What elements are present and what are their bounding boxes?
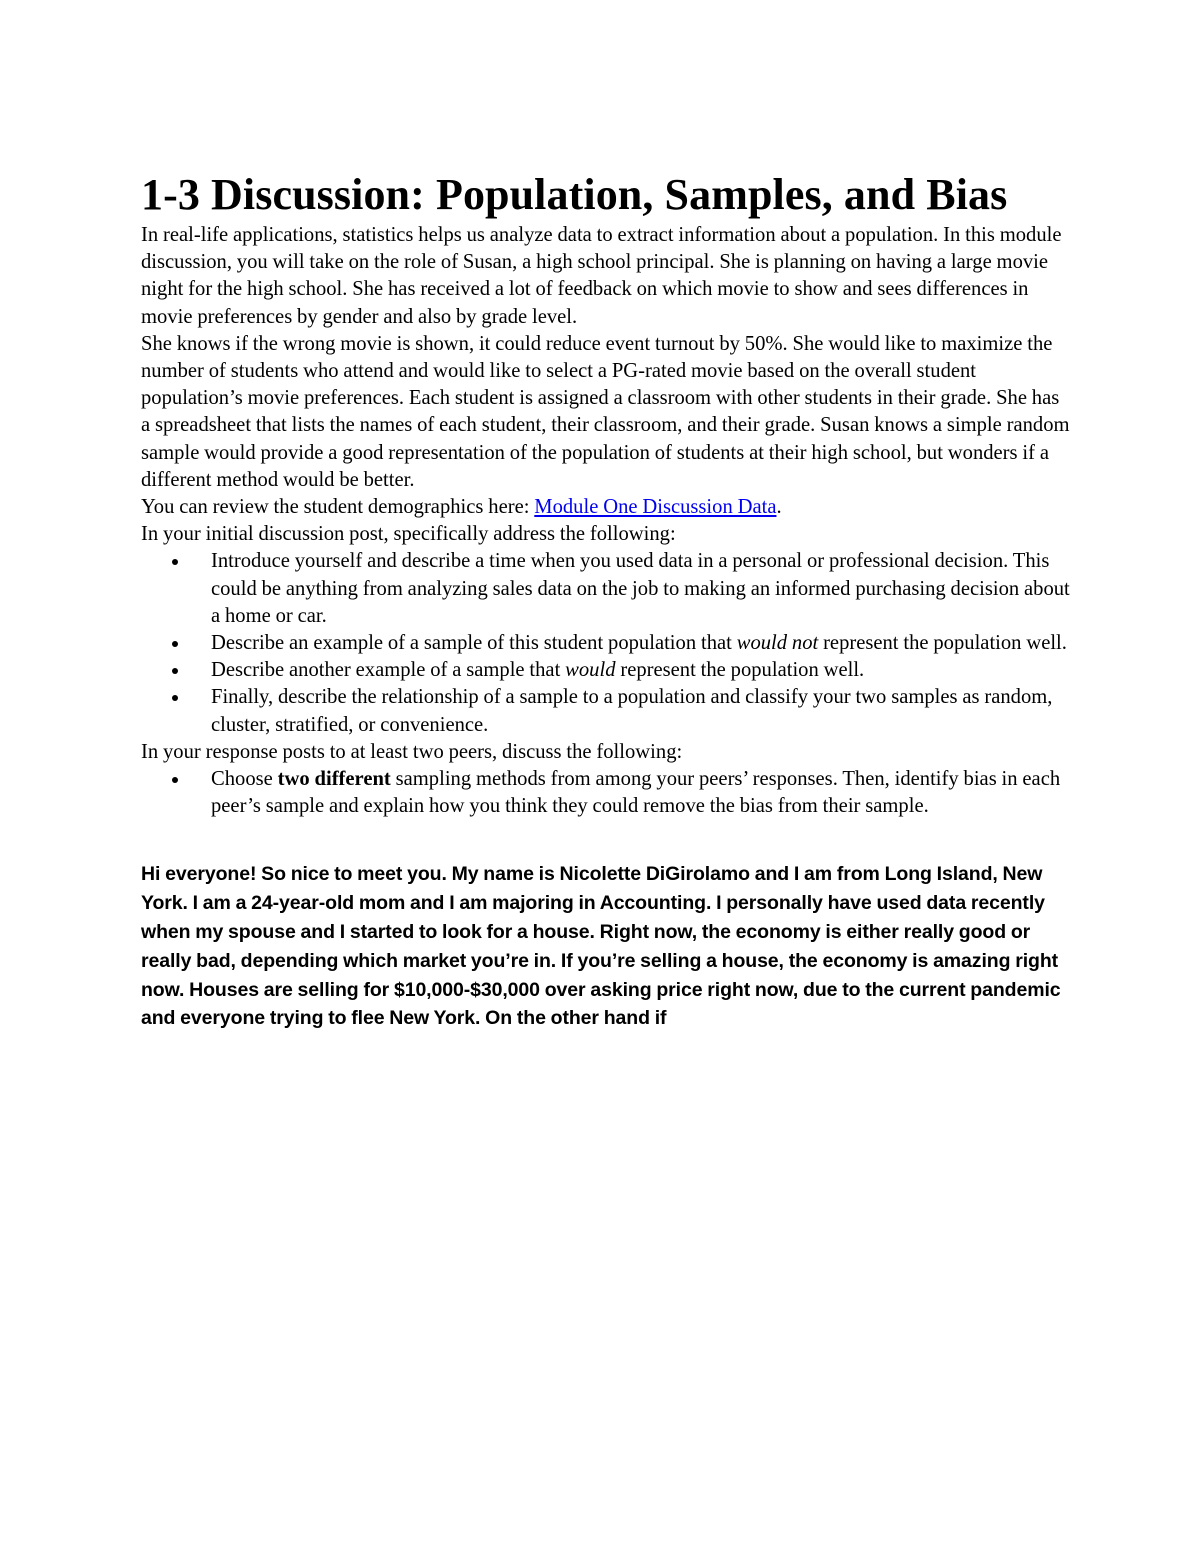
list-item	[141, 766, 1071, 820]
list-item-text-end: sampling methods from among your peers’ responses. Then, identify bias in each peer’s sample and explain how you think they could remove the bias from their sample.	[211, 768, 1061, 818]
bullet-icon	[172, 777, 178, 783]
list-item-text: Describe an example of a sample of this student population that	[211, 632, 737, 655]
module-data-link[interactable]: Module One Discussion Data	[534, 496, 777, 519]
document-body	[141, 168, 1071, 1033]
list-item-emphasis: would	[565, 659, 616, 682]
intro-paragraph: In real-life applications, statistics helps us analyze data to extract information about a population. In this module discussion, you will take on the role of Susan, a high school principal. She is planning on having a large movie night for the high school. She has received a lot of feedback on which movie to show and sees differences in movie preferences by gender and also by grade level.	[141, 224, 1062, 328]
scenario-paragraph: She knows if the wrong movie is shown, it could reduce event turnout by 50%. She would like to maximize the number of students who attend and would like to select a PG-rated movie based on the overall student population’s movie preferences. Each student is assigned a classroom with other students in their grade. She has a spreadsheet that lists the names of each student, their classroom, and their grade. Susan knows a simple random sample would provide a good representation of the population of students at their high school, but wonders if a different method would be better.	[141, 332, 1070, 491]
bullet-icon	[172, 641, 178, 647]
list-item-text: Describe another example of a sample that	[211, 659, 566, 682]
list-item-text: Choose	[211, 768, 278, 791]
list-item-strong: two different	[277, 768, 391, 791]
bullet-icon	[172, 668, 178, 674]
bullet-icon	[172, 695, 178, 701]
list-item-text: Introduce yourself and describe a time when you used data in a personal or professional decision. This could be anything from analyzing sales data on the job to making an informed purchasing decision about a home or car.	[211, 550, 1070, 627]
list-item	[141, 657, 1071, 684]
list-item	[141, 684, 1071, 738]
list-item-text: Finally, describe the relationship of a sample to a population and classify your two samples as random, cluster, stratified, or convenience.	[211, 686, 1053, 736]
student-response-post: Hi everyone! So nice to meet you. My name is Nicolette DiGirolamo and I am from Long Island, New York. I am a 24-year-old mom and I am majoring in Accounting. I personally have used data recently when my spouse and I started to look for a house. Right now, the economy is either really good or really bad, depending which market you’re in. If you’re selling a house, the economy is amazing right now. Houses are selling for $10,000-$30,000 over asking price right now, due to the current pandemic and everyone trying to flee New York. On the other hand if	[141, 863, 1061, 1030]
list-item	[141, 548, 1071, 630]
response-post-list	[141, 766, 1071, 820]
review-suffix: .	[776, 496, 782, 519]
initial-post-intro: In your initial discussion post, specifically address the following:	[141, 523, 676, 546]
list-item-text-end: represent the population well.	[818, 632, 1067, 655]
list-item-text-end: represent the population well.	[615, 659, 865, 682]
response-post-intro: In your response posts to at least two peers, discuss the following:	[141, 740, 683, 763]
review-prefix: You can review the student demographics here:	[141, 496, 535, 519]
list-item	[141, 630, 1071, 657]
list-item-emphasis: would not	[736, 632, 819, 655]
bullet-icon	[172, 559, 178, 565]
review-paragraph	[141, 494, 1071, 521]
page-title: 1-3 Discussion: Population, Samples, and Bias	[141, 170, 1008, 219]
initial-post-list	[141, 548, 1071, 738]
